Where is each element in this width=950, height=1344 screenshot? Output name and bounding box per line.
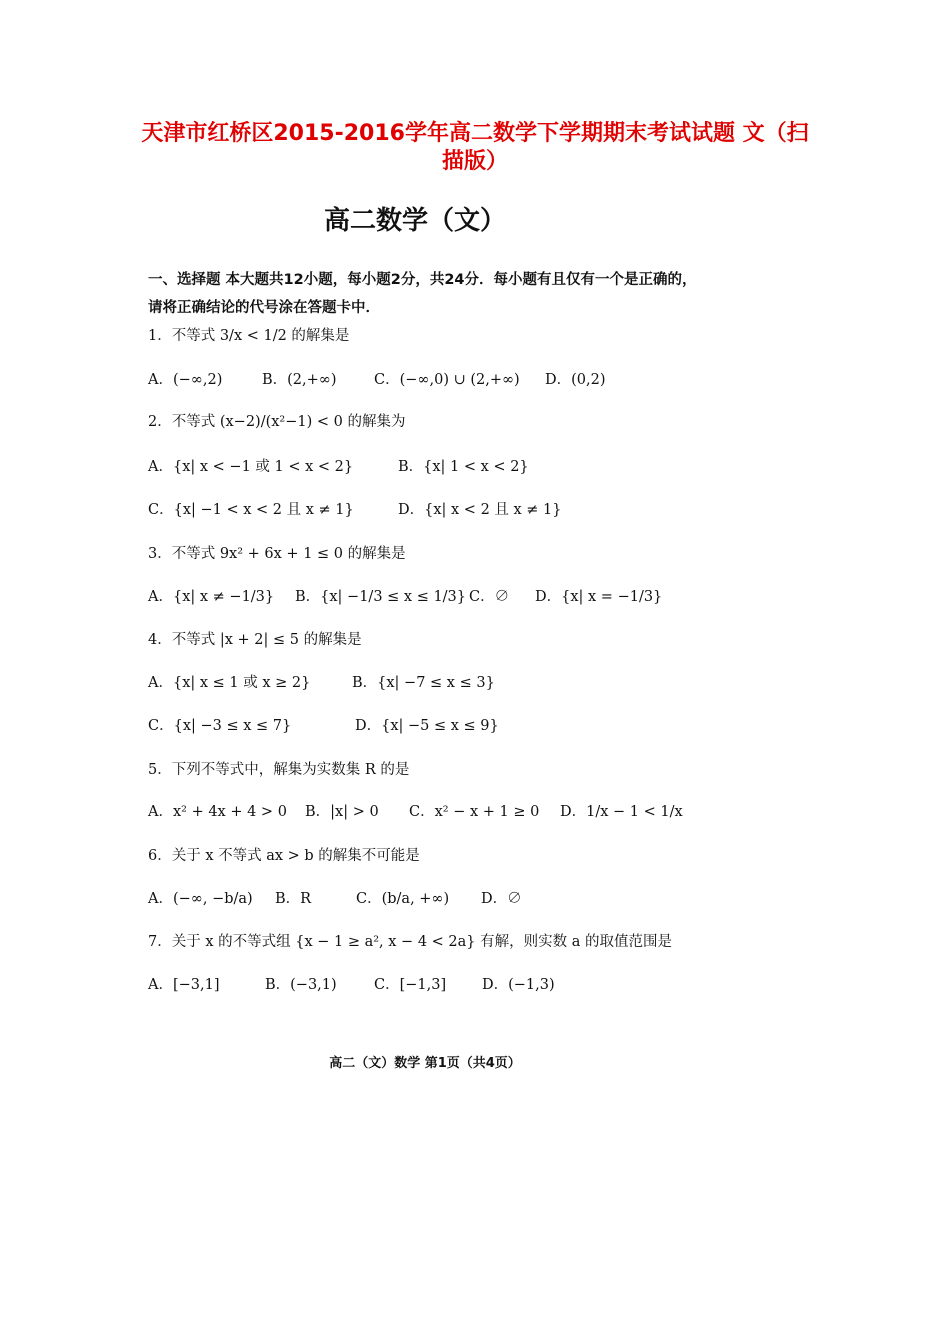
question-5-option-d: D．1/x − 1 < 1/x — [560, 804, 683, 820]
question-5-stem: 5．下列不等式中，解集为实数集 R 的是 — [148, 762, 410, 778]
question-3-option-d: D．{x| x = −1/3} — [535, 589, 663, 605]
question-4-option-d: D．{x| −5 ≤ x ≤ 9} — [355, 718, 499, 734]
question-7-option-c: C．[−1,3] — [374, 977, 447, 993]
question-1-option-a: A．(−∞,2) — [148, 372, 223, 388]
question-2-option-c: C．{x| −1 < x < 2 且 x ≠ 1} — [148, 502, 354, 518]
question-1-option-c: C．(−∞,0) ∪ (2,+∞) — [374, 372, 520, 388]
question-7-option-d: D．(−1,3) — [482, 977, 555, 993]
question-2-stem: 2．不等式 (x−2)/(x²−1) < 0 的解集为 — [148, 414, 406, 430]
question-6-option-c: C．(b/a, +∞) — [356, 891, 450, 907]
question-5-option-b: B．|x| > 0 — [305, 804, 379, 820]
question-6-option-d: D．∅ — [481, 891, 522, 907]
section-heading: 一、选择题 本大题共12小题，每小题2分，共24分．每小题有且仅有一个是正确的， — [148, 272, 697, 288]
question-2-option-d: D．{x| x < 2 且 x ≠ 1} — [398, 502, 562, 518]
question-3-option-b: B．{x| −1/3 ≤ x ≤ 1/3} — [295, 589, 467, 605]
question-4-option-a: A．{x| x ≤ 1 或 x ≥ 2} — [148, 675, 311, 691]
subject-heading: 高二数学（文） — [323, 206, 506, 236]
question-3-option-c: C．∅ — [469, 589, 510, 605]
question-5-option-c: C．x² − x + 1 ≥ 0 — [409, 804, 540, 820]
question-7-option-b: B．(−3,1) — [265, 977, 337, 993]
question-3-stem: 3．不等式 9x² + 6x + 1 ≤ 0 的解集是 — [148, 546, 406, 562]
document-title-line-1: 天津市红桥区2015-2016学年高二数学下学期期末考试试题 文（扫 — [141, 121, 809, 146]
question-3-option-a: A．{x| x ≠ −1/3} — [148, 589, 275, 605]
question-2-option-a: A．{x| x < −1 或 1 < x < 2} — [148, 459, 354, 475]
question-6-option-a: A．(−∞, −b/a) — [148, 891, 253, 907]
document-title-line-2: 描版） — [441, 149, 508, 174]
question-6-option-b: B．R — [275, 891, 312, 907]
question-4-option-c: C．{x| −3 ≤ x ≤ 7} — [148, 718, 292, 734]
question-1-option-b: B．(2,+∞) — [262, 372, 337, 388]
question-5-option-a: A．x² + 4x + 4 > 0 — [148, 804, 287, 820]
question-6-stem: 6．关于 x 不等式 ax > b 的解集不可能是 — [148, 848, 420, 864]
question-4-option-b: B．{x| −7 ≤ x ≤ 3} — [352, 675, 495, 691]
question-7-stem: 7．关于 x 的不等式组 {x − 1 ≥ a², x − 4 < 2a} 有解，则实数 a 的取值范围是 — [148, 934, 672, 950]
document-title — [120, 120, 830, 176]
question-1-option-d: D．(0,2) — [545, 372, 606, 388]
section-instruction: 请将正确结论的代号涂在答题卡中． — [148, 300, 380, 316]
question-2-option-b: B．{x| 1 < x < 2} — [398, 459, 529, 475]
question-7-option-a: A．[−3,1] — [148, 977, 220, 993]
question-4-stem: 4．不等式 |x + 2| ≤ 5 的解集是 — [148, 632, 362, 648]
page-footer: 高二（文）数学 第1页（共4页） — [329, 1056, 521, 1071]
question-1-stem: 1．不等式 3/x < 1/2 的解集是 — [148, 328, 350, 344]
